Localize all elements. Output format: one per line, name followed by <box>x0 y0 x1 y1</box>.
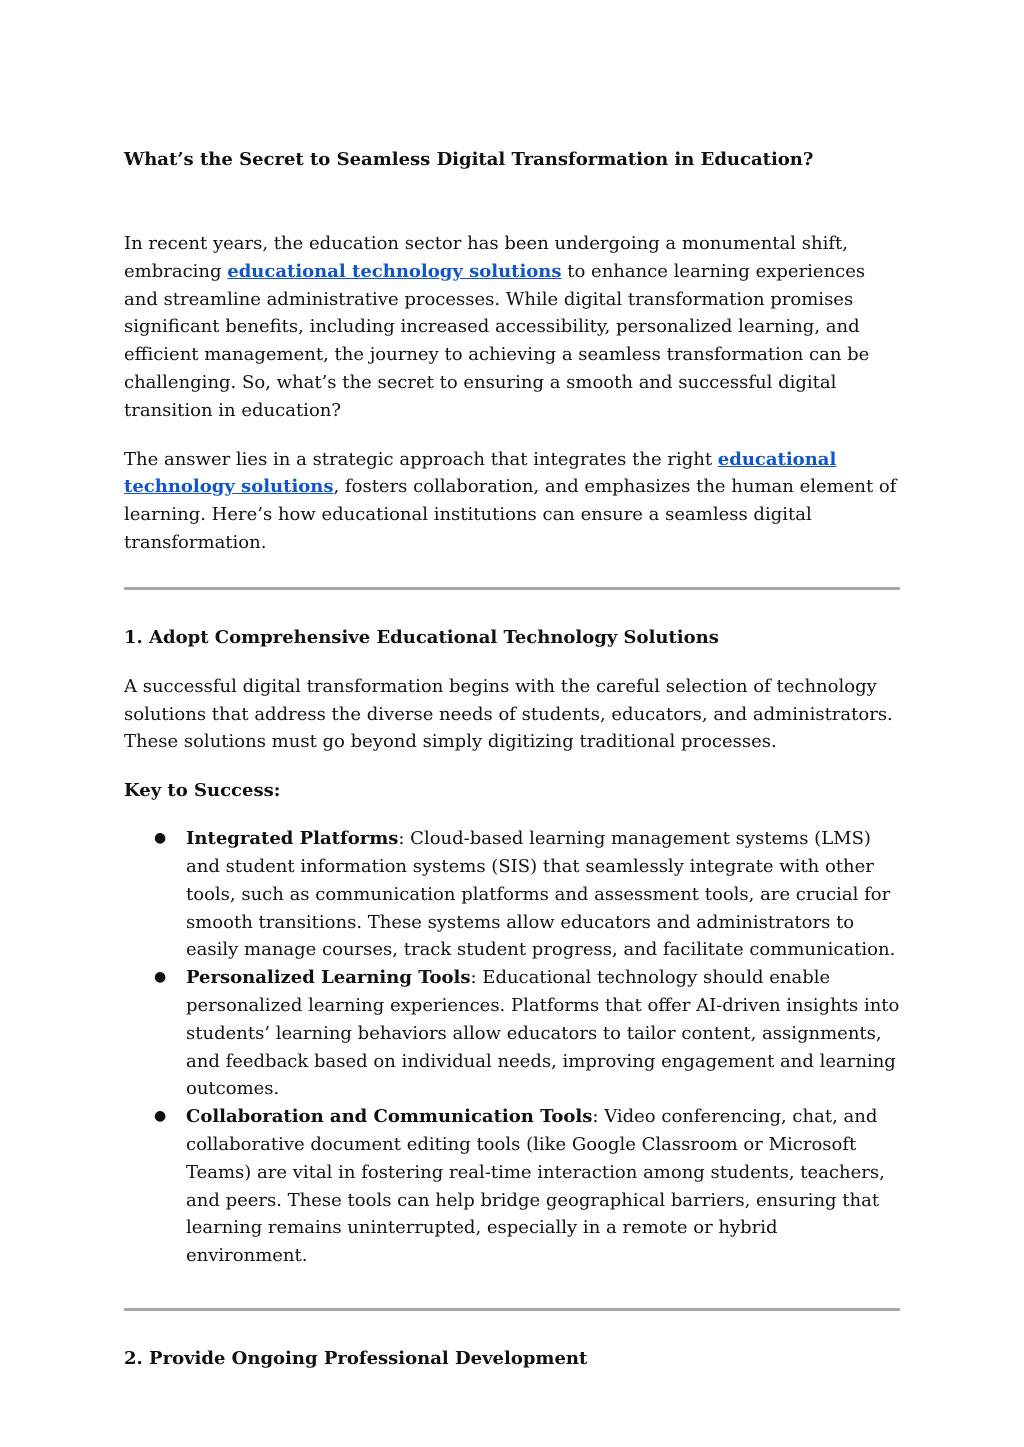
bullet-icon: ● <box>154 830 167 847</box>
section-1-heading: 1. Adopt Comprehensive Educational Technology Solutions <box>124 626 719 648</box>
edtech-solutions-link-1[interactable]: educational technology solutions <box>227 260 562 282</box>
section-divider-1 <box>124 587 900 590</box>
edtech-solutions-link-2[interactable]: educational technology solutions <box>124 448 837 498</box>
intro-paragraph-1 <box>124 230 900 425</box>
intro-p1-text-before: In recent years, the education sector has been undergoing a monumental shift, embracing <box>124 233 848 282</box>
intro-paragraph-2 <box>124 446 900 557</box>
section-2-heading: 2. Provide Ongoing Professional Development <box>124 1347 588 1369</box>
list-item-text: : Cloud-based learning management systems (LMS) and student information systems (SIS) that seamlessly integrate with other tools, such as communication platforms and assessment tools, are crucial for smooth transitions. These systems allow educators and administrators to easily manage courses, track student progress, and facilitate communication. <box>186 828 896 961</box>
document-page <box>124 146 900 1394</box>
list-item-text: : Educational technology should enable personalized learning experiences. Platforms that offer AI-driven insights into students’ learning behaviors allow educators to tailor content, assignments, and feedback based on individual needs, improving engagement and learning outcomes. <box>186 967 900 1100</box>
section-divider-2 <box>124 1308 900 1311</box>
list-item-term: Personalized Learning Tools <box>186 967 471 989</box>
list-item-term: Collaboration and Communication Tools <box>186 1106 593 1128</box>
list-item-integrated-platforms <box>124 825 900 964</box>
list-item-collaboration-tools <box>124 1103 900 1270</box>
intro-p1-text-after: to enhance learning experiences and streamline administrative processes. While digital transformation promises significant benefits, including increased accessibility, personalized learning, and efficient management, the journey to achieving a seamless transformation can be challenging. So, what’s the secret to ensuring a smooth and successful digital transition in education? <box>124 260 870 421</box>
key-to-success-label: Key to Success: <box>124 780 281 802</box>
bullet-icon: ● <box>154 969 167 986</box>
intro-p2-text-after: , fosters collaboration, and emphasizes the human element of learning. Here’s how educational institutions can ensure a seamless digital transformation. <box>124 476 897 553</box>
list-item-term: Integrated Platforms <box>186 828 399 850</box>
document-title: What’s the Secret to Seamless Digital Transformation in Education? <box>124 149 814 170</box>
list-item-personalized-learning-tools <box>124 964 900 1103</box>
key-to-success-list <box>124 825 900 1270</box>
intro-p2-text-before: The answer lies in a strategic approach that integrates the right <box>124 448 718 470</box>
list-item-text: : Video conferencing, chat, and collaborative document editing tools (like Google Classroom or Microsoft Teams) are vital in fostering real-time interaction among students, teachers, and peers. These tools can help bridge geographical barriers, ensuring that learning remains uninterrupted, especially in a remote or hybrid environment. <box>186 1106 885 1267</box>
bullet-icon: ● <box>154 1108 167 1125</box>
section-1-body: A successful digital transformation begins with the careful selection of technology solutions that address the diverse needs of students, educators, and administrators. These solutions must go beyond simply digitizing traditional processes. <box>124 675 893 753</box>
